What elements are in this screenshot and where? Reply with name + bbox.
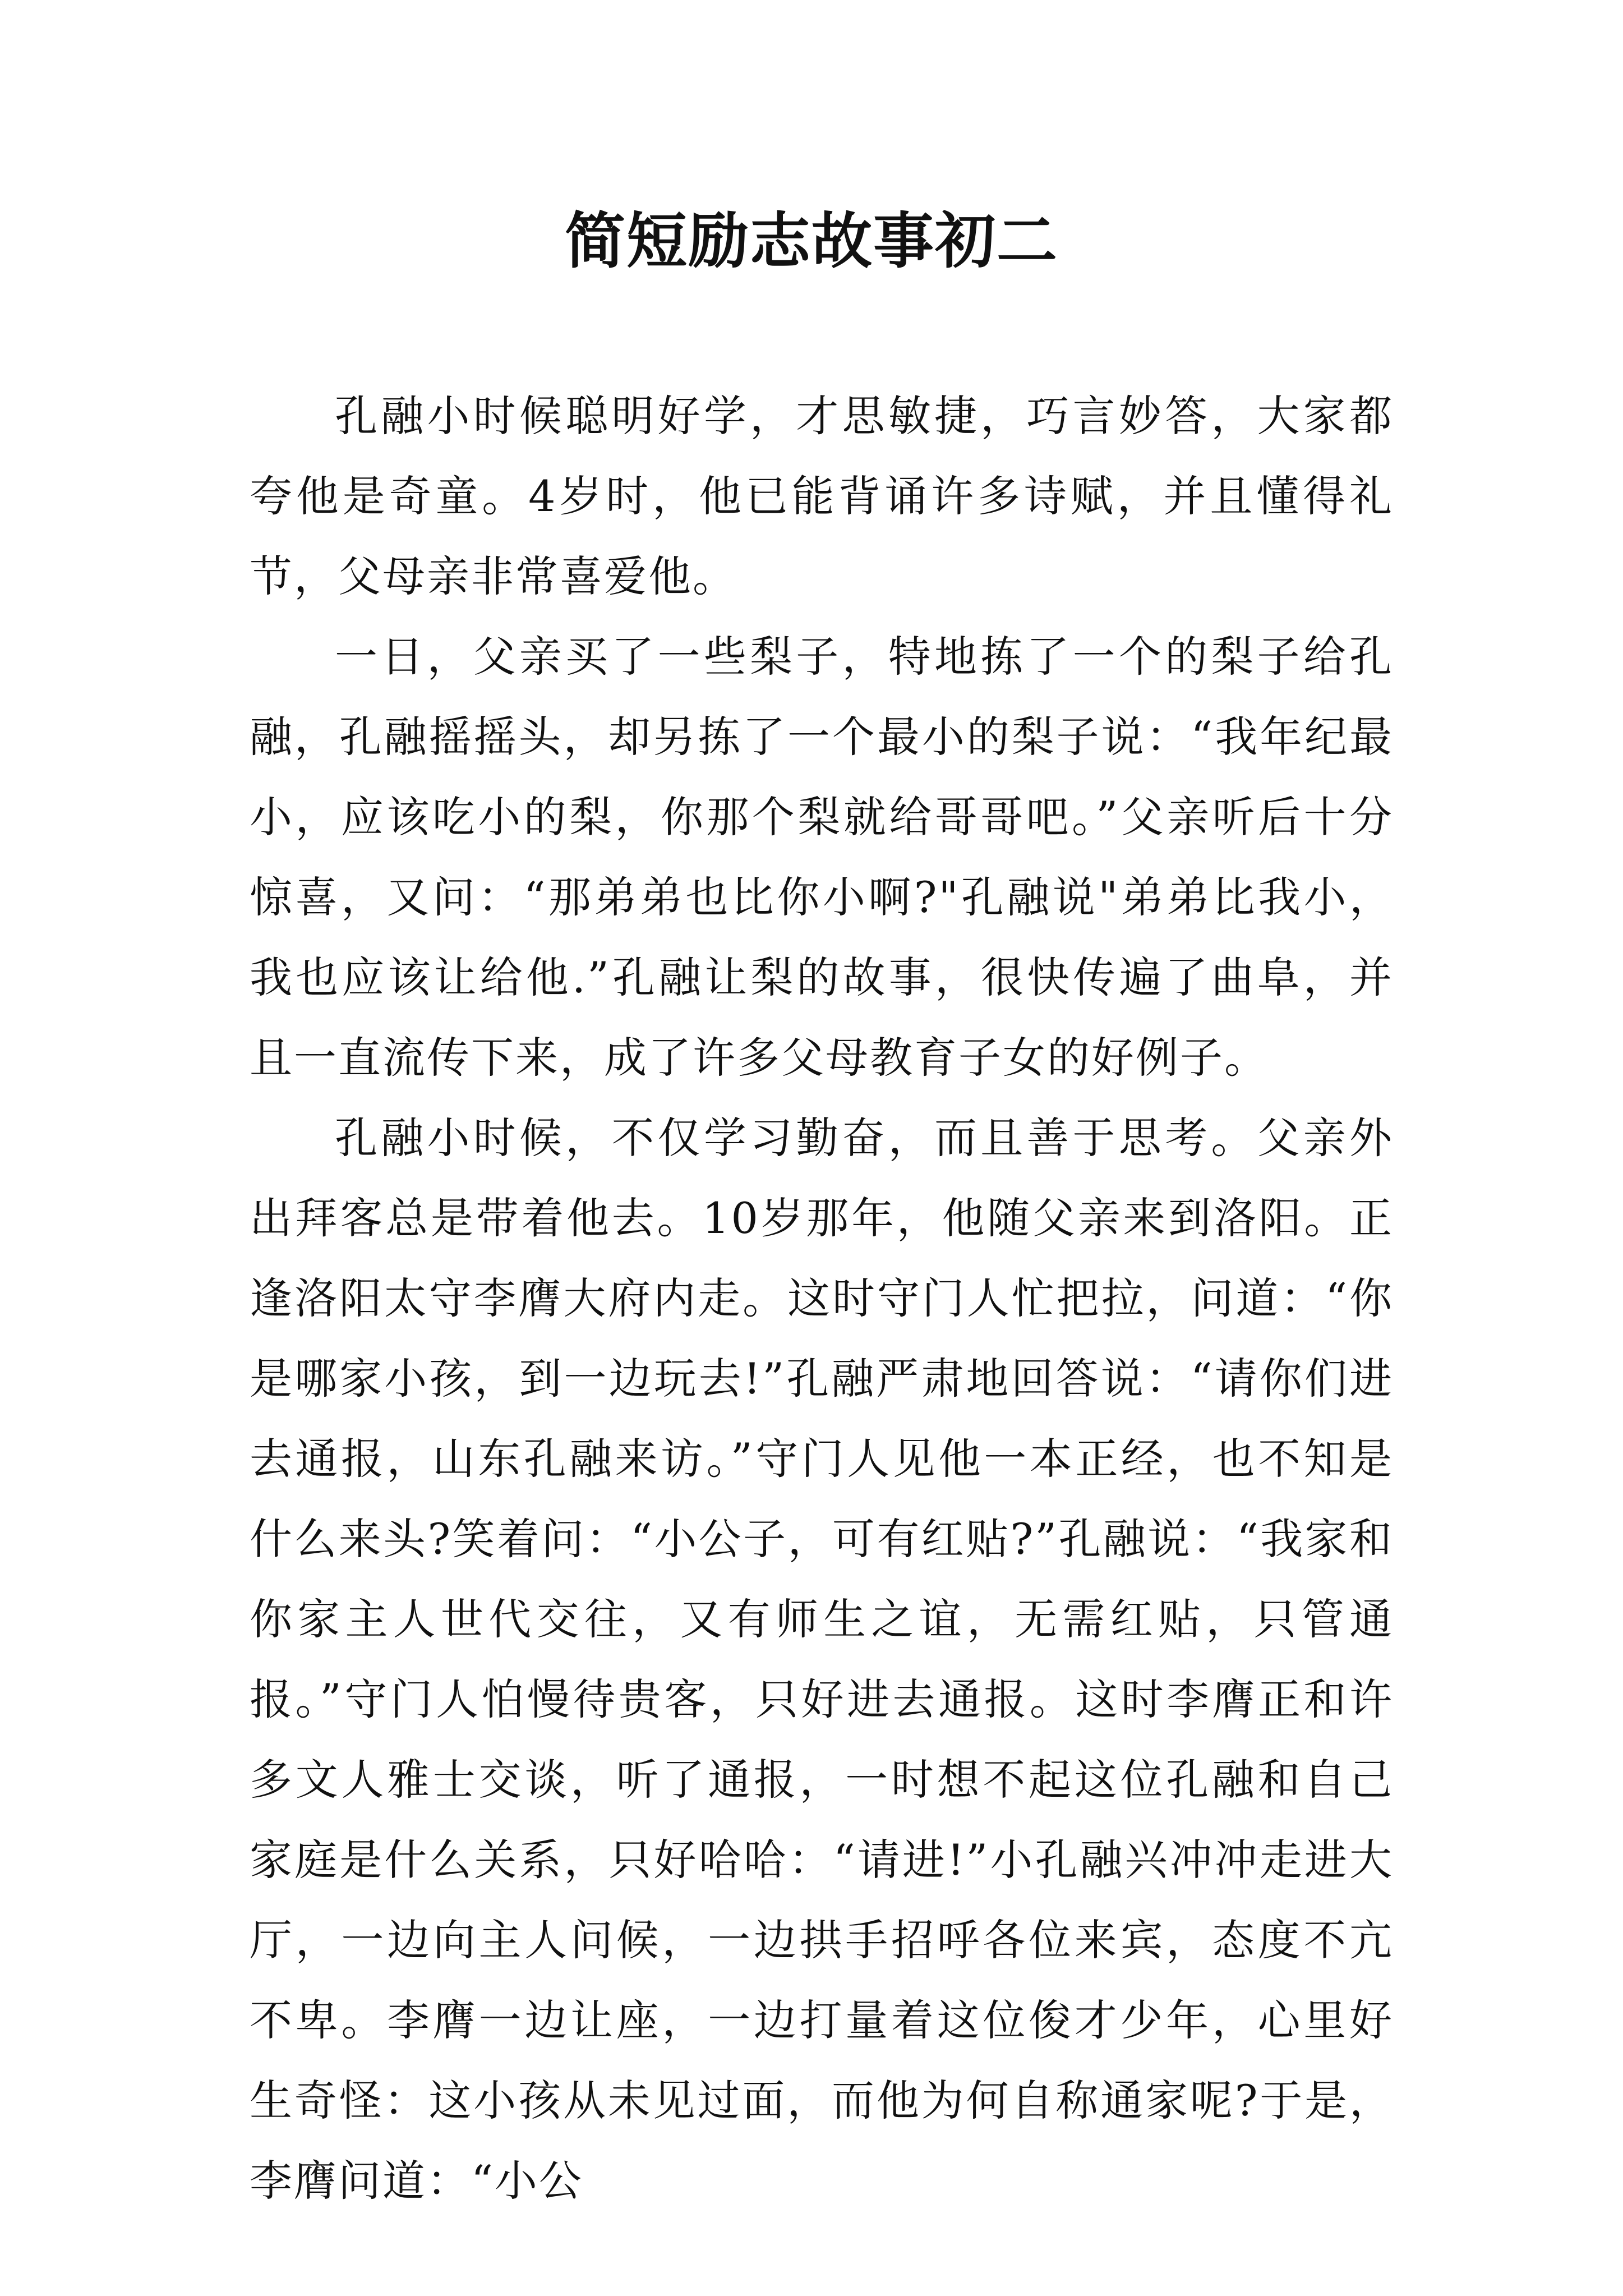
paragraph-3: 孔融小时候，不仅学习勤奋，而且善于思考。父亲外出拜客总是带着他去。10岁那年，他随父亲来到洛阳。正逢洛阳太守李膺大府内走。这时守门人忙把拉，问道：“你是哪家小孩，到一边玩去!”孔融严肃地回答说：“请你们进去通报，山东孔融来访。”守门人见他一本正经，也不知是什么来头?笑着问：“小公子，可有红贴?”孔融说：“我家和你家主人世代交往，又有师生之谊，无需红贴，只管通报。”守门人怕慢待贵客，只好进去通报。这时李膺正和许多文人雅士交谈，听了通报，一时想不起这位孔融和自己家庭是什么关系，只好哈哈：“请进!”小孔融兴冲冲走进大厅，一边向主人问候，一边拱手招呼各位来宾，态度不亢不卑。李膺一边让座，一边打量着这位俊才少年，心里好生奇怪：这小孩从未见过面，而他为何自称通家呢?于是，李膺问道：“小公 [250, 1113, 1394, 2206]
paragraph-1: 孔融小时候聪明好学，才思敏捷，巧言妙答，大家都夸他是奇童。4岁时，他已能背诵许多诗赋，并且懂得礼节，父母亲非常喜爱他。 [250, 391, 1394, 601]
paragraph-2: 一日，父亲买了一些梨子，特地拣了一个的梨子给孔融，孔融摇摇头，却另拣了一个最小的梨子说：“我年纪最小，应该吃小的梨，你那个梨就给哥哥吧。”父亲听后十分惊喜，又问：“那弟弟也比你小啊?"孔融说"弟弟比我小，我也应该让给他.”孔融让梨的故事，很快传遍了曲阜，并且一直流传下来，成了许多父母教育子女的好例子。 [250, 632, 1394, 1083]
document-title: 简短励志故事初二 [564, 206, 1058, 277]
document-body [250, 376, 1394, 2221]
